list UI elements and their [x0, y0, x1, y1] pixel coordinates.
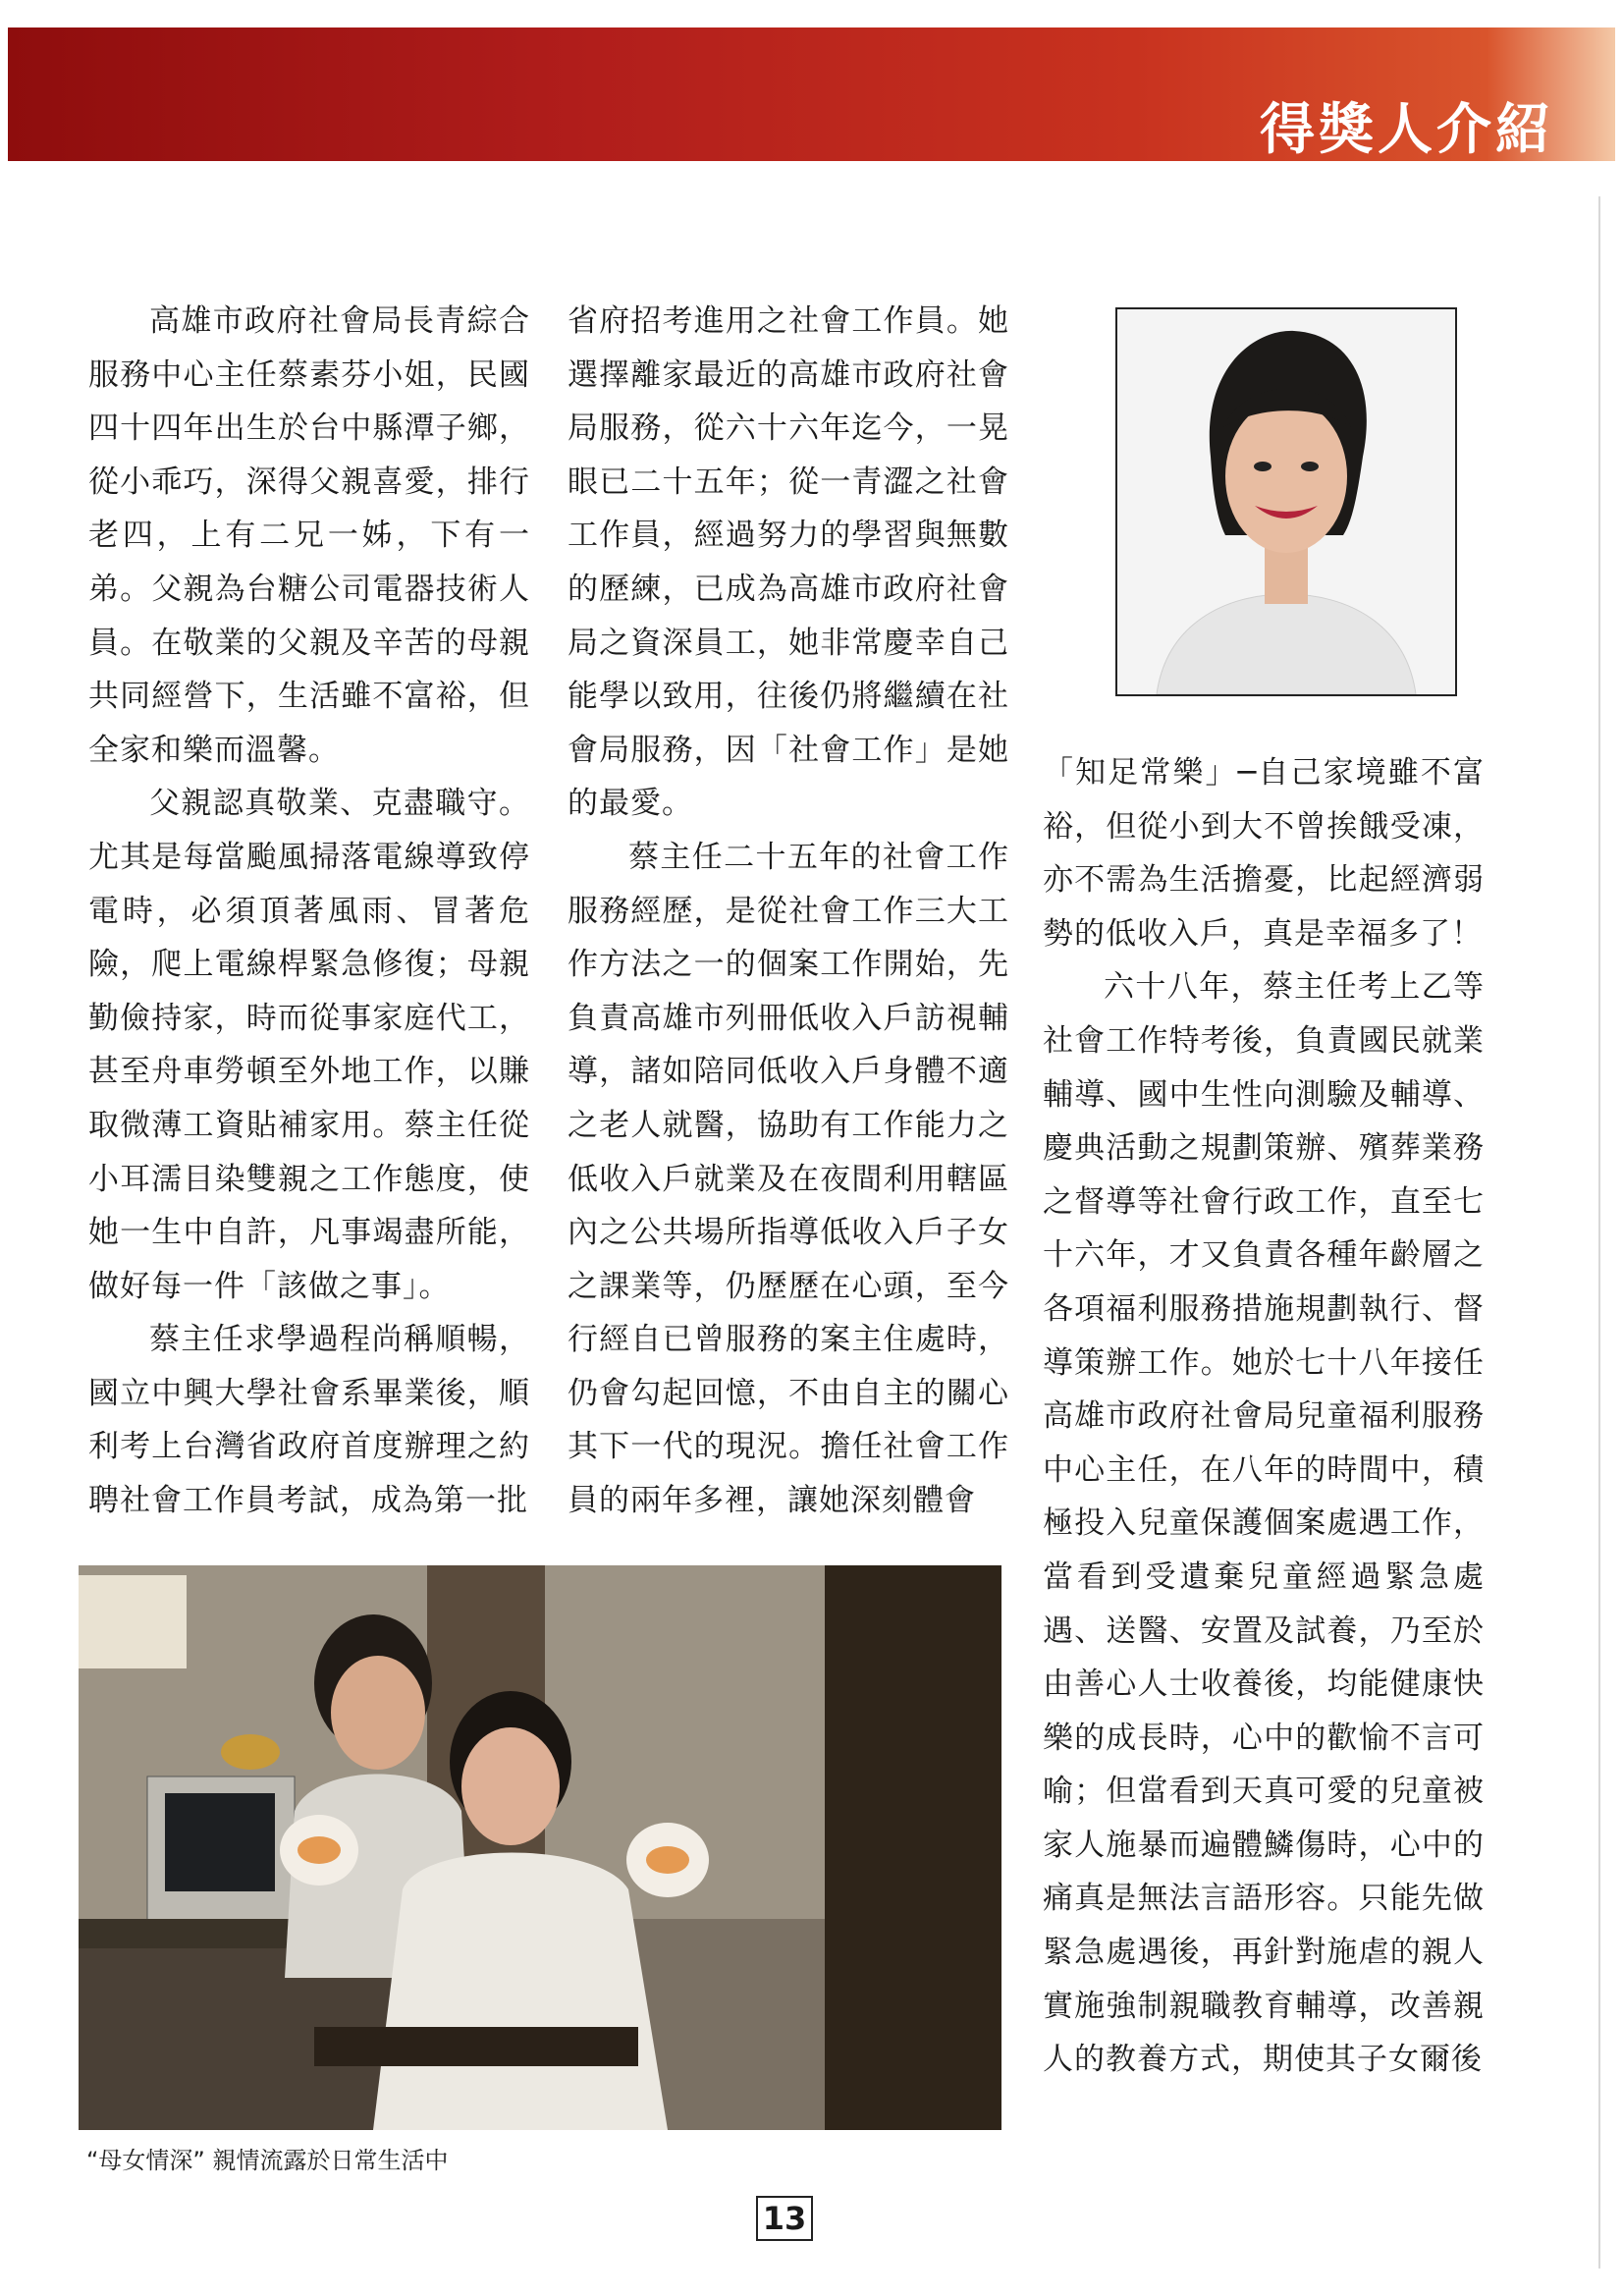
article-column-1	[88, 295, 530, 1528]
page-number: 13	[756, 2196, 813, 2241]
paragraph: 六十八年，蔡主任考上乙等社會工作特考後，負責國民就業輔導、國中生性向測驗及輔導、慶典活動之規劃策辦、殯葬業務之督導等社會行政工作，直至七十六年，才又負責各種年齡層之各項福利服務措施規劃執行、督導策辦工作。她於七十八年接任高雄市政府社會局兒童福利服務中心主任，在八年的時間中，積極投入兒童保護個案處遇工作，當看到受遺棄兒童經過緊急處遇、送醫、安置及試養，乃至於由善心人士收養後，均能健康快樂的成長時，心中的歡愉不言可喻；但當看到天真可愛的兒童被家人施暴而遍體鱗傷時，心中的痛真是無法言語形容。只能先做緊急處遇後，再針對施虐的親人實施強制親職教育輔導，改善親人的教養方式，期使其子女爾後	[1043, 969, 1485, 2078]
family-photo	[79, 1565, 1001, 2130]
photo-caption: “母女情深” 親情流露於日常生活中	[86, 2147, 449, 2174]
paragraph: 「知足常樂」─自己家境雖不富裕，但從小到大不曾挨餓受凍，亦不需為生活擔憂，比起經濟弱勢的低收入戶，真是幸福多了！	[1043, 755, 1485, 952]
section-title: 得獎人介紹	[1260, 98, 1554, 162]
paragraph: 父親認真敬業、克盡職守。尤其是每當颱風掃落電線導致停電時，必須頂著風雨、冒著危險，爬上電線桿緊急修復；母親勤儉持家，時而從事家庭代工，甚至舟車勞頓至外地工作，以賺取微薄工資貼補家用。蔡主任從小耳濡目染雙親之工作態度，使她一生中自許，凡事竭盡所能，做好每一件「該做之事」。	[88, 786, 530, 1304]
paragraph: 蔡主任二十五年的社會工作服務經歷，是從社會工作三大工作方法之一的個案工作開始，先負責高雄市列冊低收入戶訪視輔導，諸如陪同低收入戶身體不適之老人就醫，協助有工作能力之低收入戶就業及在夜間利用轄區內之公共場所指導低收入戶子女之課業等，仍歷歷在心頭，至今行經自已曾服務的案主住處時，仍會勾起回憶，不由自主的關心其下一代的現況。擔任社會工作員的兩年多裡，讓她深刻體會	[568, 839, 1009, 1519]
paragraph: 高雄市政府社會局長青綜合服務中心主任蔡素芬小姐，民國四十四年出生於台中縣潭子鄉，從小乖巧，深得父親喜愛，排行老四，上有二兄一姊，下有一弟。父親為台糖公司電器技術人員。在敬業的父親及辛苦的母親共同經營下，生活雖不富裕，但全家和樂而溫馨。	[88, 303, 530, 768]
paragraph: 蔡主任求學過程尚稱順暢，國立中興大學社會系畢業後，順利考上台灣省政府首度辦理之約聘社會工作員考試，成為第一批	[88, 1322, 530, 1519]
family-photo-illustration	[79, 1565, 1001, 2130]
paragraph: 省府招考進用之社會工作員。她選擇離家最近的高雄市政府社會局服務，從六十六年迄今，一晃眼已二十五年；從一青澀之社會工作員，經過努力的學習與無數的歷練，已成為高雄市政府社會局之資深員工，她非常慶幸自己能學以致用，往後仍將繼續在社會局服務，因「社會工作」是她的最愛。	[568, 303, 1009, 822]
page-edge-rule	[1598, 196, 1600, 2269]
article-column-3	[1043, 746, 1485, 2087]
article-column-2	[568, 295, 1009, 1528]
portrait-photo	[1115, 307, 1457, 696]
portrait-illustration	[1117, 309, 1455, 694]
